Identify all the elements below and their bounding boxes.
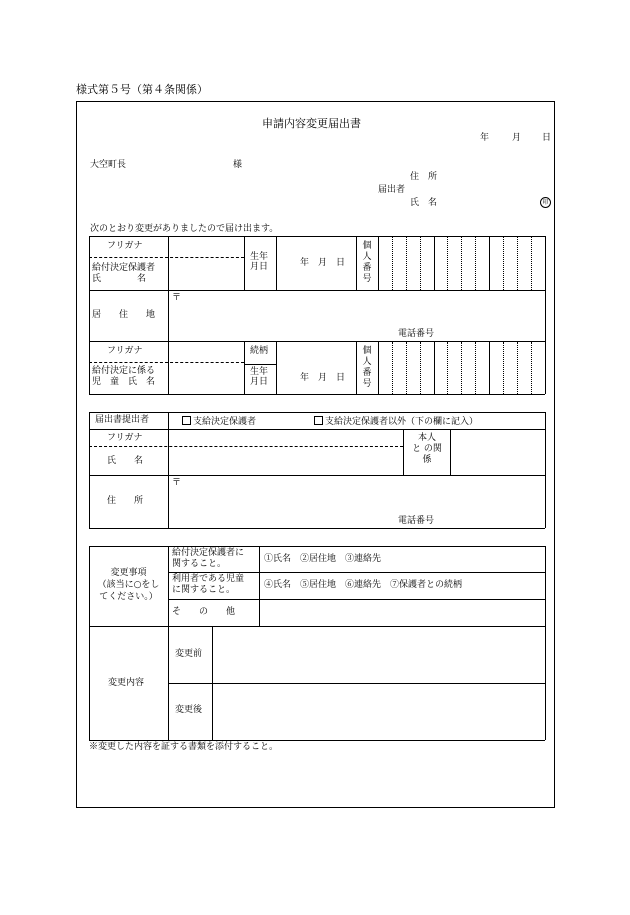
submitter-furigana-label: フリガナ (107, 433, 143, 443)
birth-label-2: 月日 (250, 262, 269, 272)
child-birth-label-2: 月日 (250, 377, 269, 387)
relationship-label: 続柄 (250, 346, 269, 356)
option-guardian[interactable] (182, 416, 256, 427)
form-number: 様式第５号（第４条関係） (76, 83, 208, 96)
addressee-honorific: 様 (233, 160, 243, 170)
row3-label: そ の 他 (172, 607, 236, 617)
option-other-label: 支給決定保護者以外（下の欄に記入） (325, 417, 479, 427)
guardian-birth-date: 年 月 日 (300, 258, 346, 268)
residence-phone-label: 電話番号 (398, 329, 435, 339)
applicant-address-label: 住 所 (410, 172, 438, 182)
addressee-name: 大空町長 (90, 160, 127, 170)
change-content-label: 変更内容 (108, 678, 145, 688)
personal-number-label: 個 人 番 号 (362, 241, 372, 284)
submitter-name-label: 氏 名 (107, 456, 144, 466)
child-birth-label-1: 生年 (250, 367, 269, 377)
birth-label-1: 生年 (250, 252, 269, 262)
seal-mark: 印 (540, 197, 551, 208)
row2-label-2: に関すること。 (172, 585, 236, 595)
applicant-name-label: 氏 名 (410, 198, 438, 208)
residence-label: 居 住 地 (92, 310, 156, 320)
submitter-phone-label: 電話番号 (398, 516, 435, 526)
relation-label: 本人 と の関 係 (412, 433, 442, 465)
row1-label-1: 給付決定保護者に (172, 548, 245, 558)
option-other[interactable] (314, 416, 478, 427)
form-title: 申請内容変更届出書 (262, 117, 361, 130)
child-furigana-label: フリガナ (107, 346, 143, 356)
row2-options: ④氏名 ⑤居住地 ⑥連絡先 ⑦保護者との続柄 (264, 580, 463, 590)
date-month: 月 (512, 133, 522, 143)
guardian-furigana-label: フリガナ (107, 241, 143, 251)
submitter-label: 届出書提出者 (95, 415, 150, 425)
form-frame (76, 101, 555, 808)
before-label: 変更前 (175, 649, 203, 659)
notifier-label: 届出者 (378, 185, 406, 195)
child-name-label-2: 児 童 氏 名 (92, 377, 156, 387)
guardian-name-label-2: 氏 名 (92, 274, 147, 284)
submitter-postal-mark: 〒 (172, 478, 182, 488)
option-guardian-label: 支給決定保護者 (193, 417, 257, 427)
checkbox-guardian[interactable] (182, 416, 191, 425)
checkbox-other[interactable] (314, 416, 323, 425)
submitter-address-label: 住 所 (107, 496, 144, 506)
date-year: 年 (480, 133, 490, 143)
child-personal-number-label: 個 人 番 号 (362, 346, 372, 389)
footnote: ※変更した内容を証する書類を添付すること。 (89, 742, 279, 752)
child-birth-date: 年 月 日 (300, 373, 346, 383)
row1-options: ①氏名 ②居住地 ③連絡先 (264, 554, 382, 564)
guardian-name-label-1: 給付決定保護者 (92, 263, 156, 273)
change-items-label: 変更事項 （該当に○をし てください。） (97, 568, 160, 602)
intro-text: 次のとおり変更がありましたので届け出ます。 (90, 224, 279, 234)
date-day: 日 (542, 133, 552, 143)
residence-postal-mark: 〒 (172, 293, 182, 303)
child-name-label-1: 給付決定に係る (92, 366, 156, 376)
row2-label-1: 利用者である児童 (172, 574, 245, 584)
row1-label-2: 関すること。 (172, 559, 227, 569)
after-label: 変更後 (175, 705, 203, 715)
